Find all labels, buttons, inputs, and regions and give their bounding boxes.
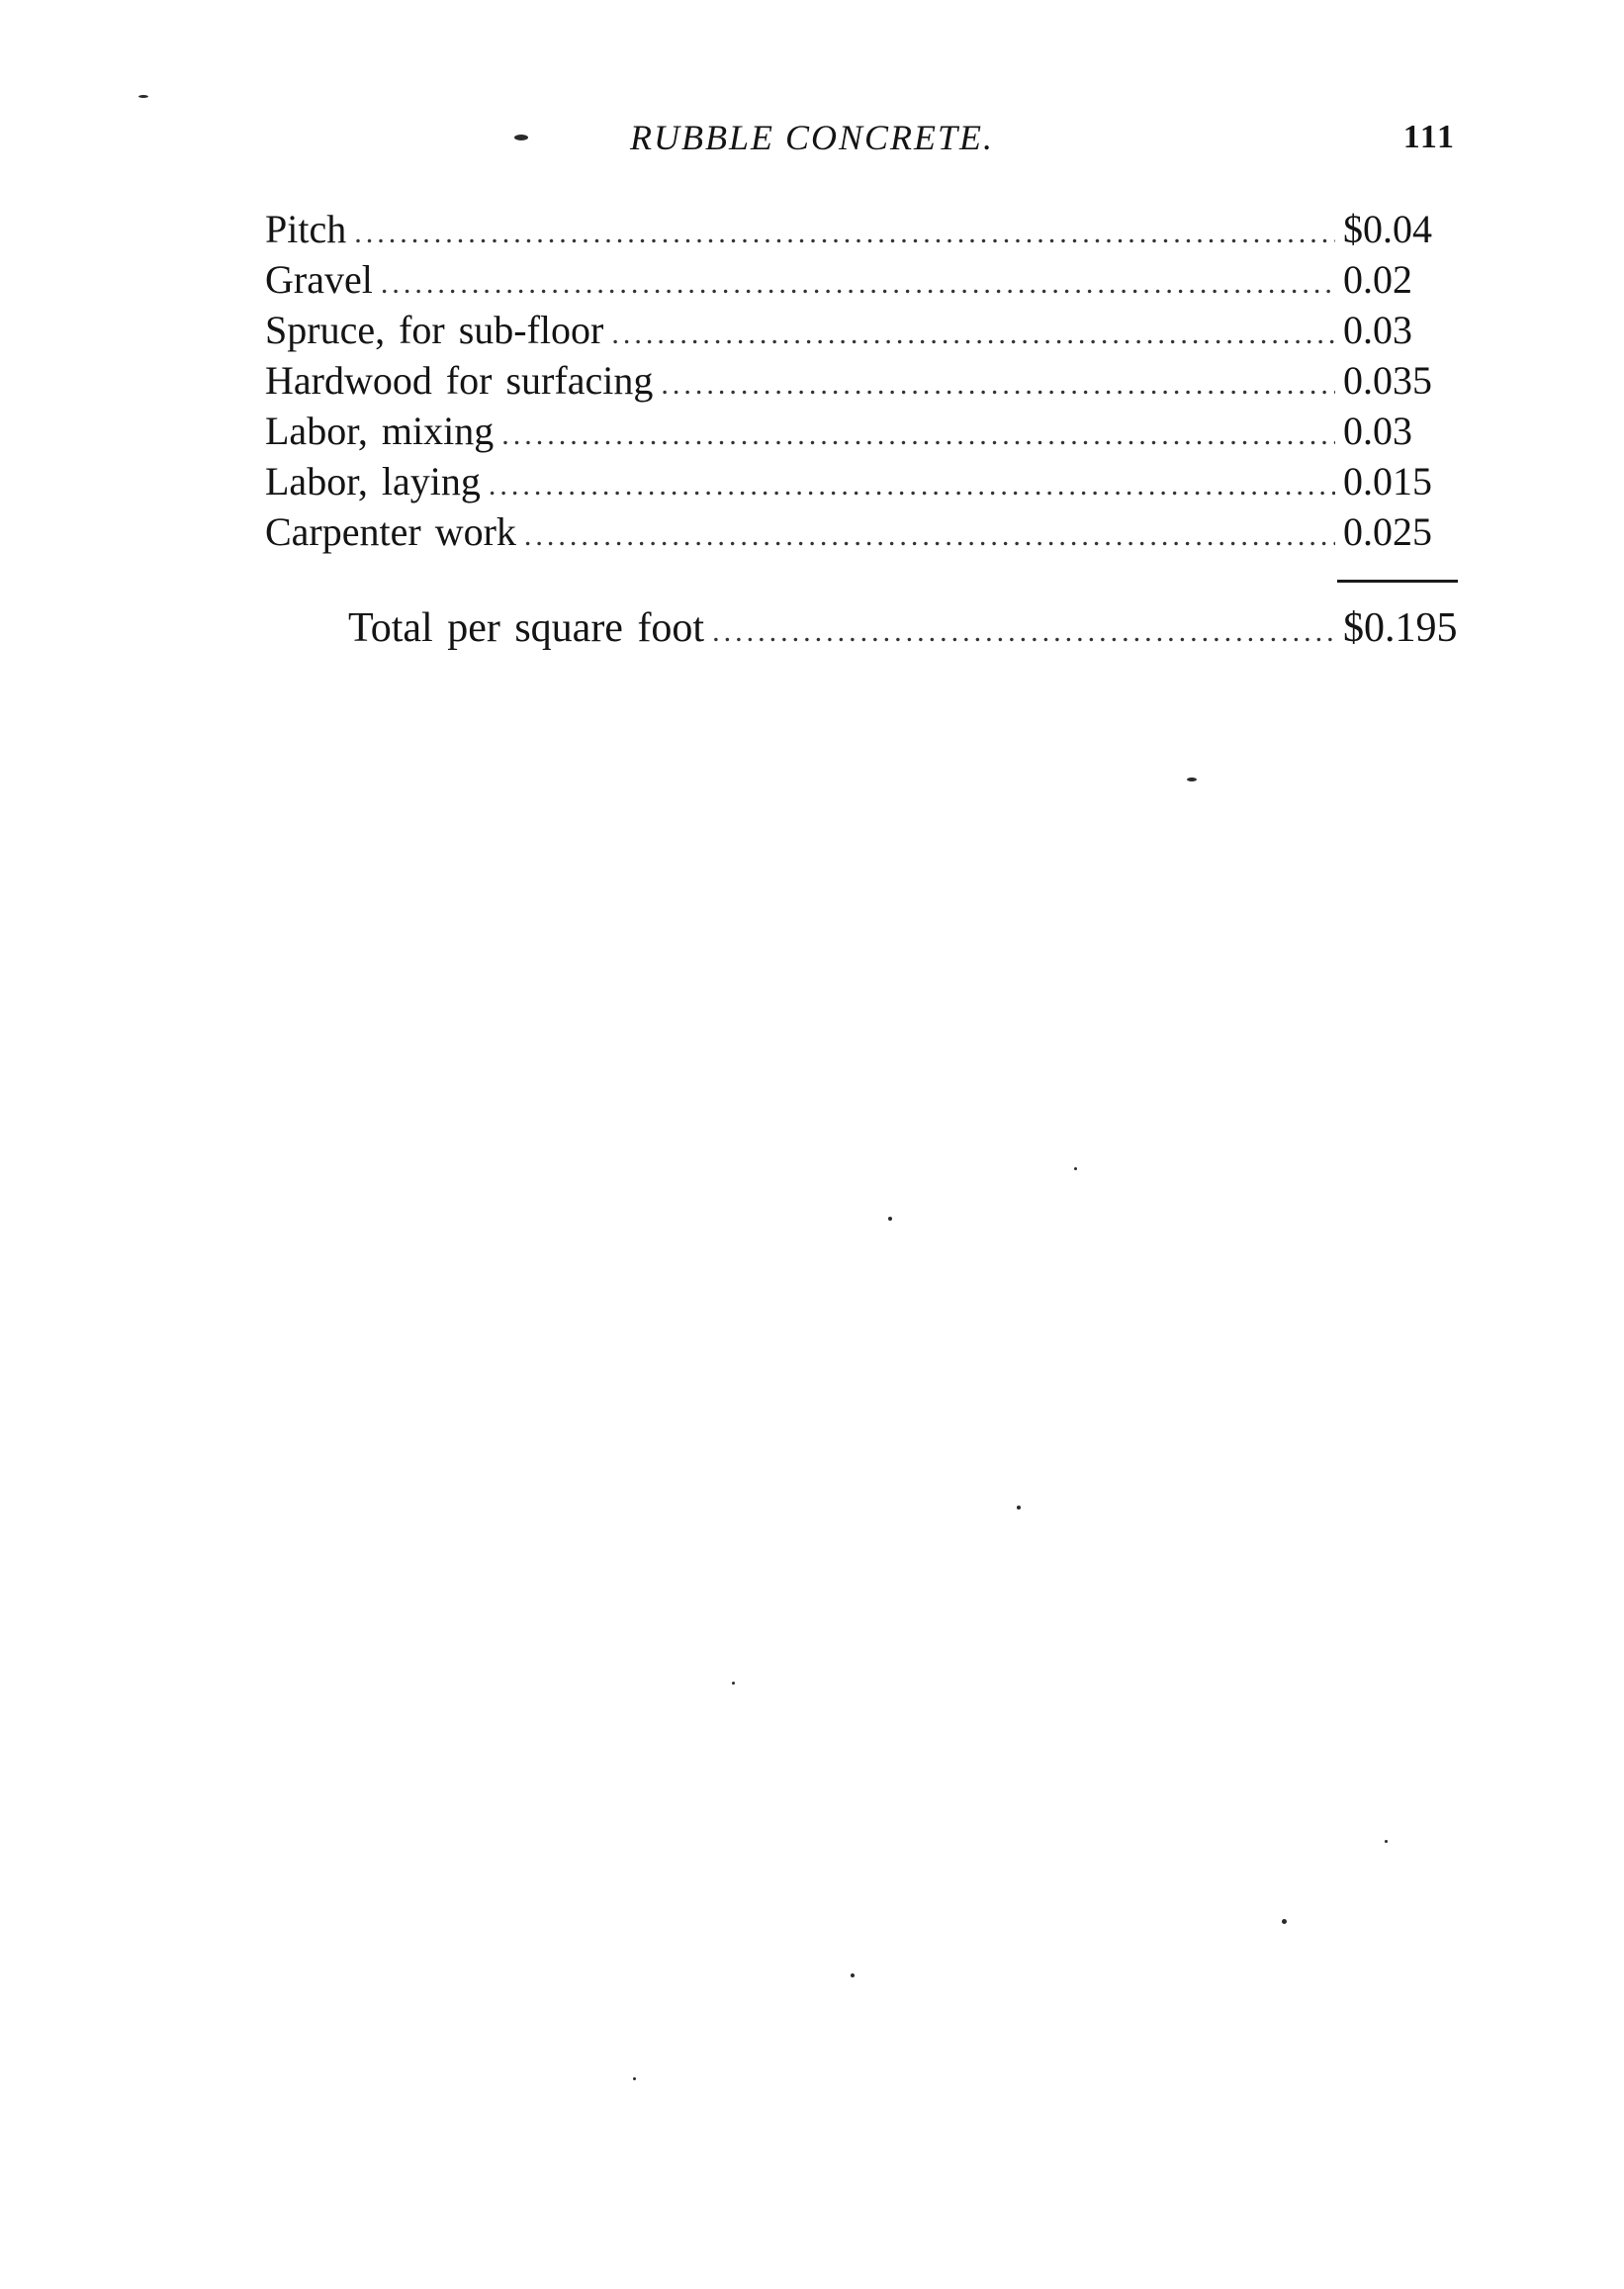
total-row [348, 601, 1458, 659]
cost-value: 0.03 [1343, 409, 1412, 453]
cost-row-labor-laying [265, 456, 1458, 506]
cost-table [265, 204, 1458, 557]
dot-leader [524, 510, 1335, 561]
print-speck [851, 1973, 855, 1977]
cost-row-pitch [265, 204, 1458, 254]
print-speck [732, 1682, 735, 1685]
print-speck [1187, 778, 1197, 781]
dot-leader [661, 359, 1335, 410]
cost-row-spruce [265, 305, 1458, 355]
print-speck [138, 95, 148, 98]
total-value: $0.195 [1343, 605, 1458, 651]
cost-value: 0.03 [1343, 308, 1412, 352]
cost-row-gravel [265, 254, 1458, 305]
cost-value: 0.015 [1343, 459, 1432, 504]
running-header [0, 117, 1624, 166]
cost-label: Spruce, for sub-floor [265, 308, 604, 352]
cost-value: $0.04 [1343, 207, 1432, 251]
print-speck [1017, 1506, 1021, 1510]
dot-leader [611, 309, 1335, 359]
total-rule [1337, 580, 1458, 583]
cost-label: Labor, mixing [265, 409, 495, 453]
total-label: Total per square foot [348, 605, 705, 651]
dot-leader [489, 460, 1335, 510]
cost-row-hardwood [265, 355, 1458, 406]
print-speck [888, 1217, 892, 1221]
dot-leader [712, 605, 1335, 659]
print-speck [1074, 1167, 1077, 1170]
cost-label: Pitch [265, 207, 347, 251]
cost-row-carpenter-work [265, 506, 1458, 557]
cost-label: Labor, laying [265, 459, 481, 504]
cost-value: 0.025 [1343, 509, 1432, 554]
cost-label: Gravel [265, 257, 373, 302]
dot-leader [381, 258, 1335, 309]
print-speck [1385, 1840, 1388, 1843]
cost-label: Carpenter work [265, 509, 516, 554]
print-speck [633, 2077, 636, 2080]
print-speck [514, 135, 528, 140]
cost-value: 0.035 [1343, 358, 1432, 403]
cost-label: Hardwood for surfacing [265, 358, 654, 403]
cost-row-labor-mixing [265, 406, 1458, 456]
dot-leader [501, 410, 1335, 460]
print-speck [1282, 1919, 1287, 1924]
cost-value: 0.02 [1343, 257, 1412, 302]
dot-leader [354, 208, 1335, 258]
running-title: RUBBLE CONCRETE. [629, 118, 994, 157]
page-number: 111 [1402, 119, 1456, 155]
